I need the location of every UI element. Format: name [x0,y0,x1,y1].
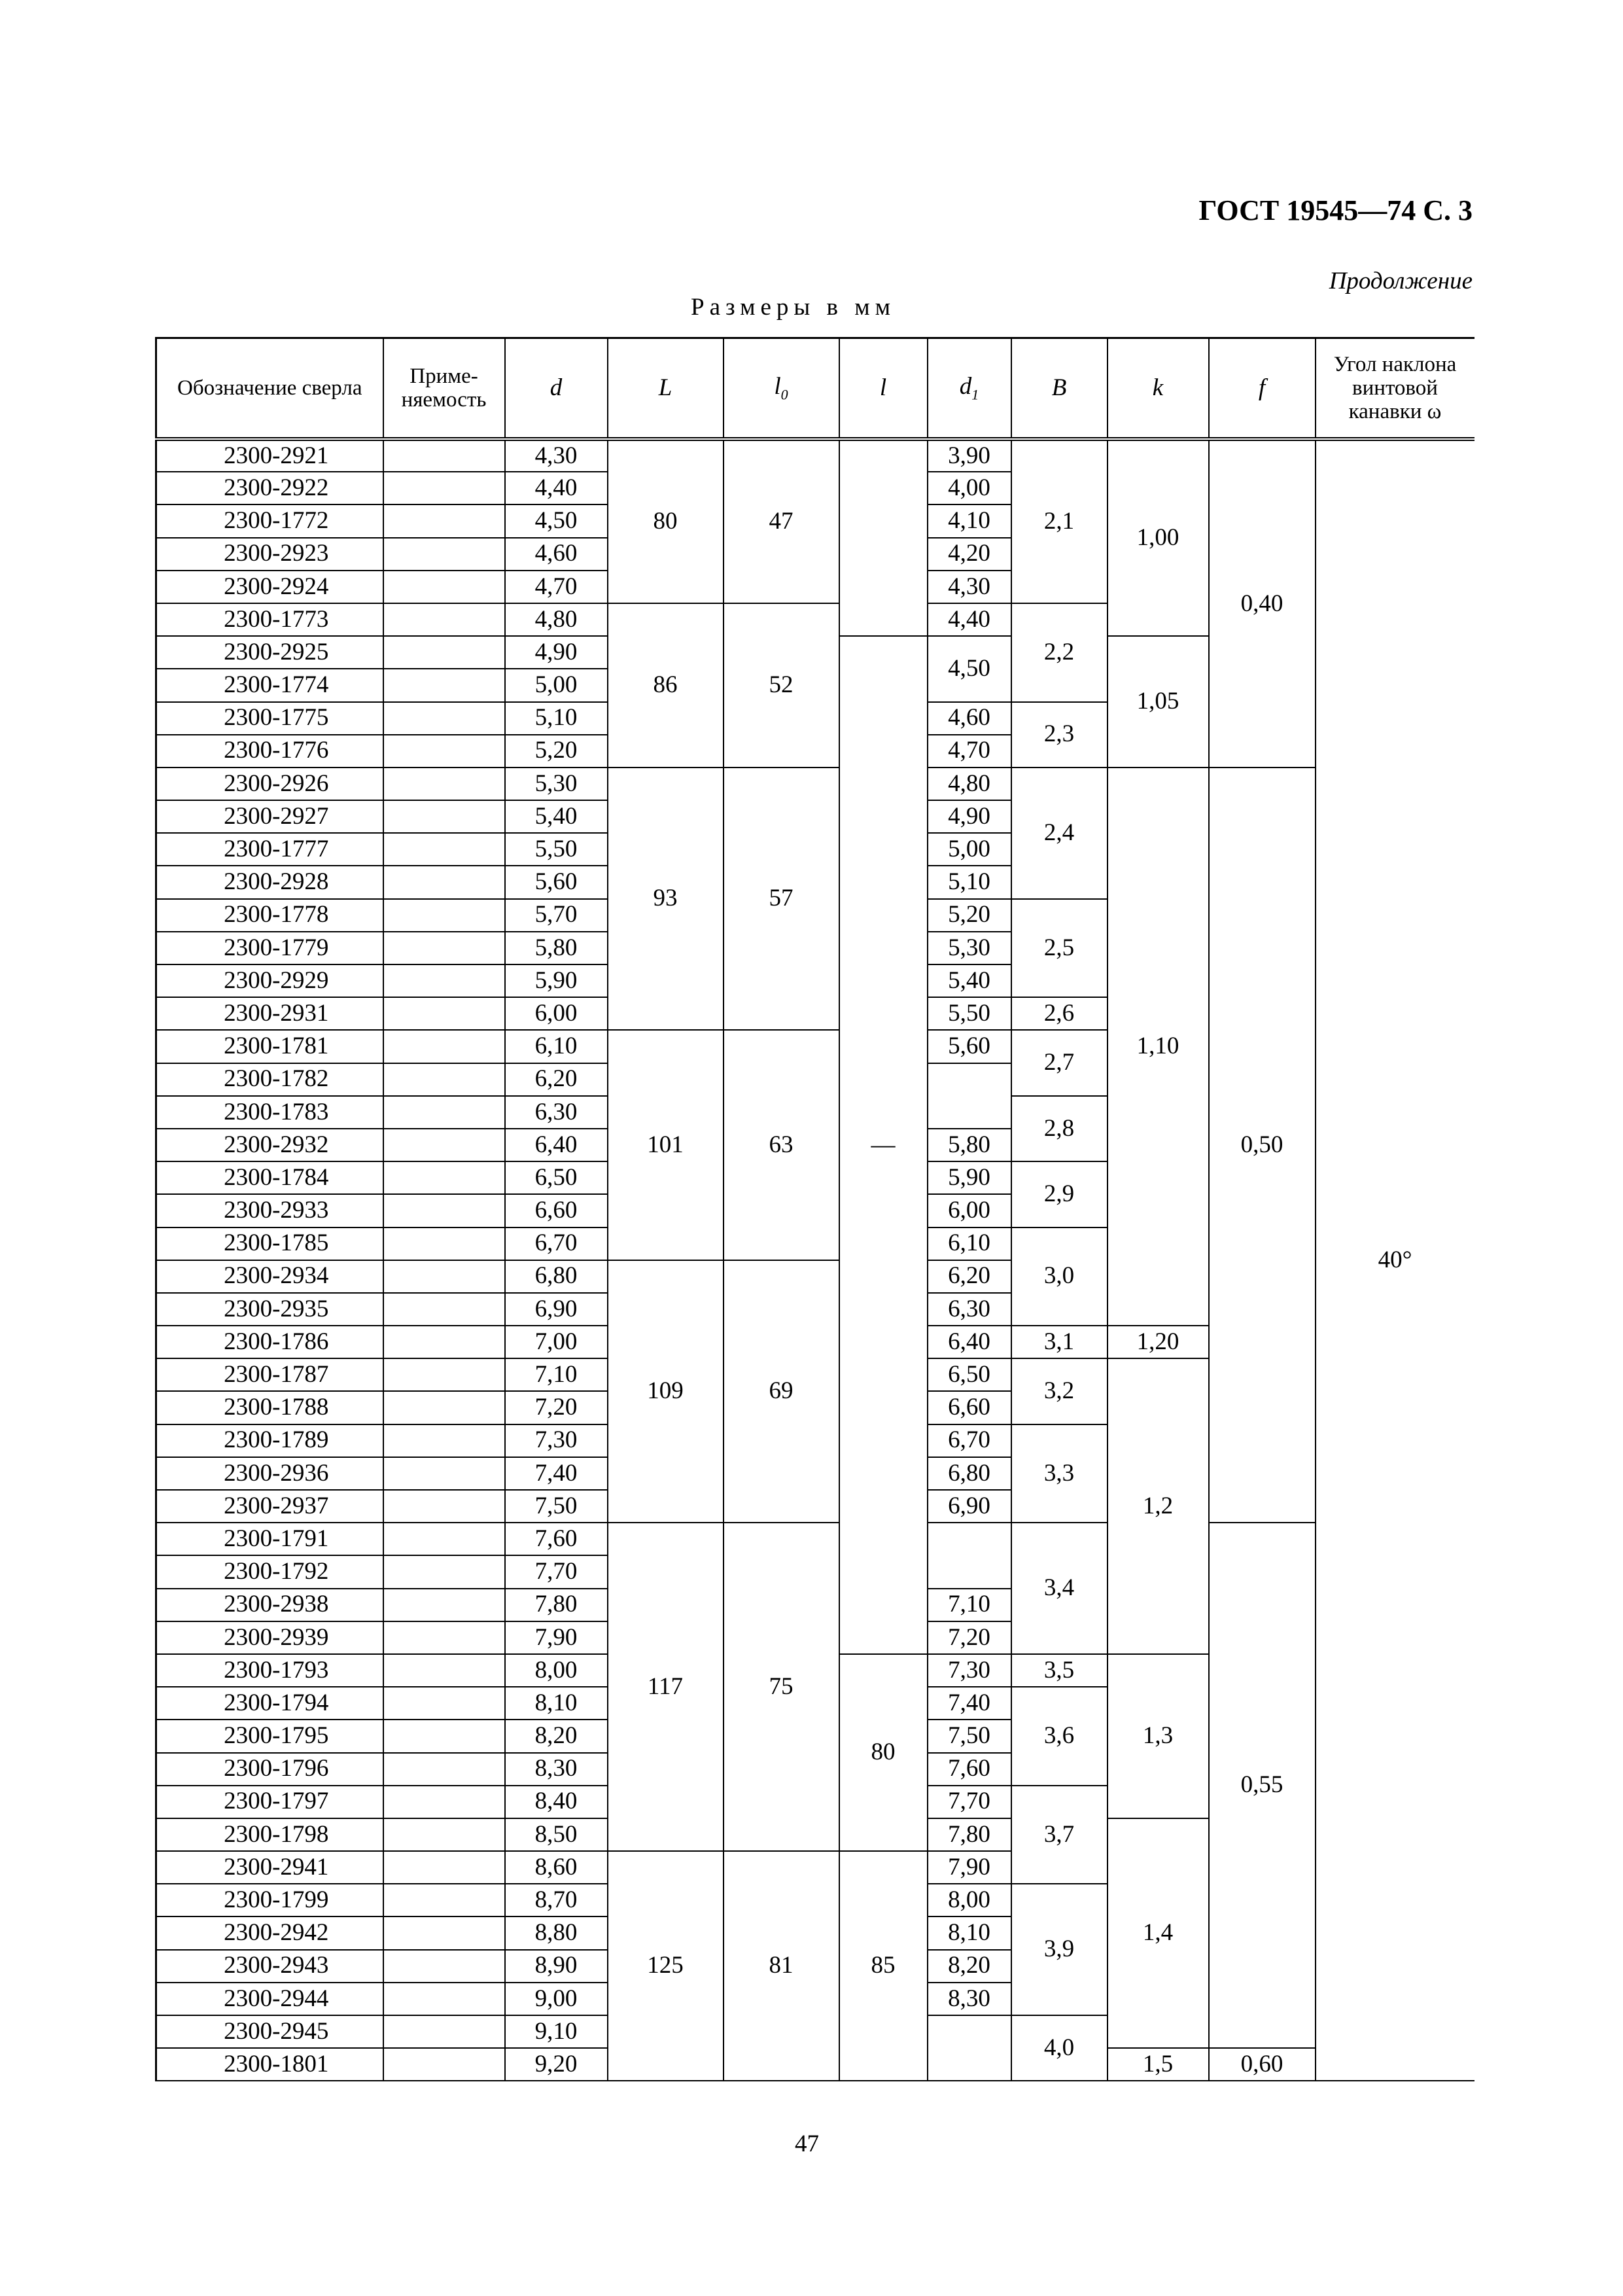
cell-designation: 2300-1801 [156,2048,383,2081]
cell-l0: 69 [724,1260,839,1523]
cell-d: 5,10 [505,702,608,735]
cell-d1: 7,80 [928,1818,1011,1851]
cell-applicability [383,1457,505,1490]
cell-applicability [383,1260,505,1293]
cell-applicability [383,2015,505,2048]
cell-d: 7,10 [505,1358,608,1391]
cell-applicability [383,1884,505,1916]
cell-d1: 5,20 [928,899,1011,932]
col-d1 [928,338,1011,440]
cell-B: 2,4 [1011,768,1108,899]
cell-applicability [383,833,505,866]
cell-d: 4,70 [505,571,608,603]
cell-B: 2,3 [1011,702,1108,768]
cell-designation: 2300-1774 [156,669,383,701]
col-B: B [1011,338,1108,440]
cell-B: 4,0 [1011,2015,1108,2081]
cell-B: 2,7 [1011,1030,1108,1095]
cell-designation: 2300-1786 [156,1326,383,1358]
cell-d: 5,30 [505,768,608,800]
cell-designation: 2300-1787 [156,1358,383,1391]
col-applicability: Приме-няемость [383,338,505,440]
cell-d1: 5,60 [928,1030,1011,1063]
cell-applicability [383,768,505,800]
cell-designation: 2300-1798 [156,1818,383,1851]
cell-L: 101 [608,1030,724,1260]
cell-designation: 2300-2933 [156,1194,383,1227]
cell-designation: 2300-2938 [156,1589,383,1621]
cell-d: 7,20 [505,1391,608,1424]
cell-d: 7,00 [505,1326,608,1358]
cell-f: 0,40 [1209,439,1316,768]
cell-d: 4,90 [505,636,608,669]
cell-applicability [383,964,505,997]
cell-d: 7,90 [505,1621,608,1654]
cell-d: 5,40 [505,800,608,833]
cell-designation: 2300-2925 [156,636,383,669]
col-f: f [1209,338,1316,440]
cell-d1: 4,10 [928,504,1011,537]
cell-applicability [383,472,505,504]
cell-applicability [383,1753,505,1786]
cell-designation: 2300-2924 [156,571,383,603]
cell-d1: 7,90 [928,1851,1011,1884]
cell-d: 5,60 [505,866,608,898]
cell-k: 1,00 [1108,439,1209,636]
cell-designation: 2300-2939 [156,1621,383,1654]
cell-designation: 2300-1781 [156,1030,383,1063]
table-row [156,1523,1475,1555]
cell-applicability [383,571,505,603]
cell-applicability [383,1096,505,1129]
cell-designation: 2300-1789 [156,1424,383,1457]
cell-B: 2,1 [1011,439,1108,603]
cell-applicability [383,1950,505,1983]
cell-d: 6,80 [505,1260,608,1293]
cell-B: 3,4 [1011,1523,1108,1654]
cell-designation: 2300-1799 [156,1884,383,1916]
cell-d1: 4,40 [928,603,1011,636]
table-body [156,439,1475,2081]
cell-designation: 2300-1782 [156,1063,383,1096]
cell-f: 0,55 [1209,1523,1316,2048]
cell-applicability [383,866,505,898]
cell-d1: 4,30 [928,571,1011,603]
col-d1-symbol: d [959,372,972,400]
cell-designation: 2300-2944 [156,1983,383,2015]
cell-designation: 2300-2928 [156,866,383,898]
cell-d: 6,00 [505,997,608,1030]
cell-l0: 52 [724,603,839,768]
cell-designation: 2300-1775 [156,702,383,735]
cell-l0: 63 [724,1030,839,1260]
cell-applicability [383,504,505,537]
cell-l0: 57 [724,768,839,1031]
cell-d: 9,20 [505,2048,608,2081]
cell-applicability [383,538,505,571]
cell-applicability [383,2048,505,2081]
cell-applicability [383,1818,505,1851]
cell-d1: 4,00 [928,472,1011,504]
cell-f: 0,60 [1209,2048,1316,2081]
cell-designation: 2300-1795 [156,1720,383,1752]
cell-d1: 4,90 [928,800,1011,833]
cell-designation: 2300-1783 [156,1096,383,1129]
cell-applicability [383,1194,505,1227]
drill-dimensions-table [155,337,1475,2081]
cell-designation: 2300-2923 [156,538,383,571]
cell-d: 5,70 [505,899,608,932]
cell-d1: 7,30 [928,1654,1011,1687]
cell-d1: 4,80 [928,768,1011,800]
cell-l0: 81 [724,1851,839,2081]
cell-B: 3,5 [1011,1654,1108,1687]
cell-applicability [383,1030,505,1063]
col-k: k [1108,338,1209,440]
cell-designation: 2300-2941 [156,1851,383,1884]
cell-d: 5,00 [505,669,608,701]
cell-k: 1,5 [1108,2048,1209,2081]
cell-applicability [383,1391,505,1424]
cell-d1: 7,10 [928,1589,1011,1621]
cell-B: 3,7 [1011,1786,1108,1884]
cell-d1: 4,70 [928,735,1011,768]
col-angle: Угол наклона винтовой канавки ω [1316,338,1475,440]
cell-k: 1,10 [1108,768,1209,1326]
cell-k: 1,2 [1108,1358,1209,1654]
cell-d1: 6,40 [928,1326,1011,1358]
cell-designation: 2300-1784 [156,1161,383,1194]
cell-B: 3,3 [1011,1424,1108,1523]
cell-applicability [383,1161,505,1194]
cell-designation: 2300-2921 [156,439,383,472]
cell-applicability [383,1720,505,1752]
cell-d1: 6,00 [928,1194,1011,1227]
cell-applicability [383,1786,505,1818]
cell-B: 3,9 [1011,1884,1108,2015]
cell-d1: 5,10 [928,866,1011,898]
continuation-label: Продолжение [1329,268,1473,294]
cell-d: 7,80 [505,1589,608,1621]
cell-l: 85 [839,1851,928,2081]
cell-applicability [383,1227,505,1260]
cell-d: 6,90 [505,1293,608,1326]
cell-L: 93 [608,768,724,1031]
cell-d1: 5,50 [928,997,1011,1030]
cell-d1: 5,00 [928,833,1011,866]
cell-d: 8,60 [505,1851,608,1884]
table-row [156,768,1475,800]
cell-d: 6,30 [505,1096,608,1129]
cell-designation: 2300-1792 [156,1555,383,1588]
cell-designation: 2300-2929 [156,964,383,997]
cell-d1 [928,2015,1011,2081]
cell-L: 125 [608,1851,724,2081]
cell-d1: 8,00 [928,1884,1011,1916]
col-d: d [505,338,608,440]
cell-designation: 2300-1788 [156,1391,383,1424]
cell-d: 5,80 [505,932,608,964]
cell-d: 5,90 [505,964,608,997]
cell-d1: 4,60 [928,702,1011,735]
cell-l [839,439,928,636]
cell-L: 80 [608,439,724,603]
cell-d: 8,30 [505,1753,608,1786]
cell-designation: 2300-1777 [156,833,383,866]
cell-d1: 7,60 [928,1753,1011,1786]
cell-l0: 75 [724,1523,839,1851]
cell-d1: 4,50 [928,636,1011,701]
cell-B: 2,8 [1011,1096,1108,1161]
cell-d1: 6,30 [928,1293,1011,1326]
cell-B: 2,2 [1011,603,1108,702]
cell-d1: 5,40 [928,964,1011,997]
cell-d: 6,20 [505,1063,608,1096]
cell-designation: 2300-2942 [156,1916,383,1949]
cell-designation: 2300-1797 [156,1786,383,1818]
cell-designation: 2300-2935 [156,1293,383,1326]
cell-d1: 7,70 [928,1786,1011,1818]
cell-d1: 6,70 [928,1424,1011,1457]
cell-d: 6,50 [505,1161,608,1194]
cell-B: 3,0 [1011,1227,1108,1326]
cell-d1: 8,10 [928,1916,1011,1949]
cell-designation: 2300-2945 [156,2015,383,2048]
cell-l0: 47 [724,439,839,603]
col-l0-subscript: 0 [780,386,788,403]
cell-applicability [383,1523,505,1555]
cell-designation: 2300-2943 [156,1950,383,1983]
cell-d: 8,90 [505,1950,608,1983]
cell-d: 9,00 [505,1983,608,2015]
cell-applicability [383,1129,505,1161]
cell-d: 6,40 [505,1129,608,1161]
cell-applicability [383,1851,505,1884]
cell-k: 1,4 [1108,1818,1209,2048]
cell-d1: 8,30 [928,1983,1011,2015]
cell-d: 6,70 [505,1227,608,1260]
cell-d: 7,60 [505,1523,608,1555]
cell-applicability [383,1589,505,1621]
cell-designation: 2300-2937 [156,1490,383,1523]
page-number: 47 [795,2130,819,2157]
cell-designation: 2300-2931 [156,997,383,1030]
cell-k: 1,20 [1108,1326,1209,1358]
cell-d: 7,70 [505,1555,608,1588]
cell-d1: 6,90 [928,1490,1011,1523]
cell-d1: 5,30 [928,932,1011,964]
units-caption: Размеры в мм [691,294,896,321]
cell-designation: 2300-1796 [156,1753,383,1786]
cell-d: 8,00 [505,1654,608,1687]
cell-applicability [383,899,505,932]
cell-d: 7,40 [505,1457,608,1490]
cell-applicability [383,1293,505,1326]
cell-d1: 4,20 [928,538,1011,571]
col-l: l [839,338,928,440]
cell-d1: 8,20 [928,1950,1011,1983]
cell-d1: 6,60 [928,1391,1011,1424]
cell-d: 8,40 [505,1786,608,1818]
cell-l: 80 [839,1654,928,1851]
cell-applicability [383,669,505,701]
cell-designation: 2300-1779 [156,932,383,964]
cell-applicability [383,1983,505,2015]
cell-applicability [383,1916,505,1949]
cell-l: — [839,636,928,1654]
cell-applicability [383,1654,505,1687]
cell-applicability [383,800,505,833]
cell-B: 3,2 [1011,1358,1108,1424]
cell-designation: 2300-2927 [156,800,383,833]
cell-d1 [928,1523,1011,1588]
cell-B: 3,6 [1011,1687,1108,1786]
cell-designation: 2300-1793 [156,1654,383,1687]
col-designation: Обозначение сверла [156,338,383,440]
cell-applicability [383,636,505,669]
cell-applicability [383,997,505,1030]
cell-applicability [383,1326,505,1358]
cell-designation: 2300-2932 [156,1129,383,1161]
cell-applicability [383,1424,505,1457]
cell-designation: 2300-1776 [156,735,383,768]
cell-d: 7,50 [505,1490,608,1523]
cell-d: 7,30 [505,1424,608,1457]
cell-designation: 2300-1794 [156,1687,383,1720]
cell-d: 4,40 [505,472,608,504]
cell-applicability [383,1621,505,1654]
cell-designation: 2300-1785 [156,1227,383,1260]
cell-designation: 2300-1772 [156,504,383,537]
cell-B: 2,5 [1011,899,1108,998]
cell-applicability [383,1687,505,1720]
cell-applicability [383,439,505,472]
cell-L: 117 [608,1523,724,1851]
cell-d1: 7,40 [928,1687,1011,1720]
cell-d: 4,60 [505,538,608,571]
cell-d: 6,10 [505,1030,608,1063]
cell-L: 109 [608,1260,724,1523]
cell-designation: 2300-2934 [156,1260,383,1293]
cell-B: 2,9 [1011,1161,1108,1227]
col-l0 [724,338,839,440]
cell-B: 2,6 [1011,997,1108,1030]
cell-d: 4,80 [505,603,608,636]
cell-d: 9,10 [505,2015,608,2048]
cell-d: 8,70 [505,1884,608,1916]
cell-d: 8,20 [505,1720,608,1752]
cell-d1: 5,90 [928,1161,1011,1194]
col-L: L [608,338,724,440]
cell-B: 3,1 [1011,1326,1108,1358]
cell-d: 4,50 [505,504,608,537]
cell-d1: 7,50 [928,1720,1011,1752]
cell-L: 86 [608,603,724,768]
table-row [156,439,1475,472]
cell-d1 [928,1063,1011,1129]
table-header-row [156,338,1475,440]
document-header: ГОСТ 19545—74 С. 3 [1198,194,1473,226]
cell-applicability [383,603,505,636]
cell-applicability [383,735,505,768]
cell-designation: 2300-2922 [156,472,383,504]
cell-f: 0,50 [1209,768,1316,1523]
cell-d1: 6,80 [928,1457,1011,1490]
cell-d: 5,50 [505,833,608,866]
cell-d1: 6,20 [928,1260,1011,1293]
cell-d1: 6,10 [928,1227,1011,1260]
col-l0-symbol: l [774,372,781,400]
cell-d1: 3,90 [928,439,1011,472]
cell-applicability [383,702,505,735]
cell-k: 1,05 [1108,636,1209,768]
cell-d1: 6,50 [928,1358,1011,1391]
cell-designation: 2300-1778 [156,899,383,932]
cell-d: 8,80 [505,1916,608,1949]
cell-designation: 2300-2936 [156,1457,383,1490]
cell-designation: 2300-1773 [156,603,383,636]
cell-d: 4,30 [505,439,608,472]
col-d1-subscript: 1 [971,386,979,403]
cell-designation: 2300-1791 [156,1523,383,1555]
cell-angle: 40° [1316,439,1475,2081]
cell-d1: 7,20 [928,1621,1011,1654]
cell-applicability [383,1358,505,1391]
cell-k: 1,3 [1108,1654,1209,1818]
cell-d1: 5,80 [928,1129,1011,1161]
cell-applicability [383,932,505,964]
cell-d: 5,20 [505,735,608,768]
cell-d: 8,50 [505,1818,608,1851]
cell-d: 8,10 [505,1687,608,1720]
cell-d: 6,60 [505,1194,608,1227]
cell-applicability [383,1555,505,1588]
cell-designation: 2300-2926 [156,768,383,800]
cell-applicability [383,1063,505,1096]
cell-applicability [383,1490,505,1523]
